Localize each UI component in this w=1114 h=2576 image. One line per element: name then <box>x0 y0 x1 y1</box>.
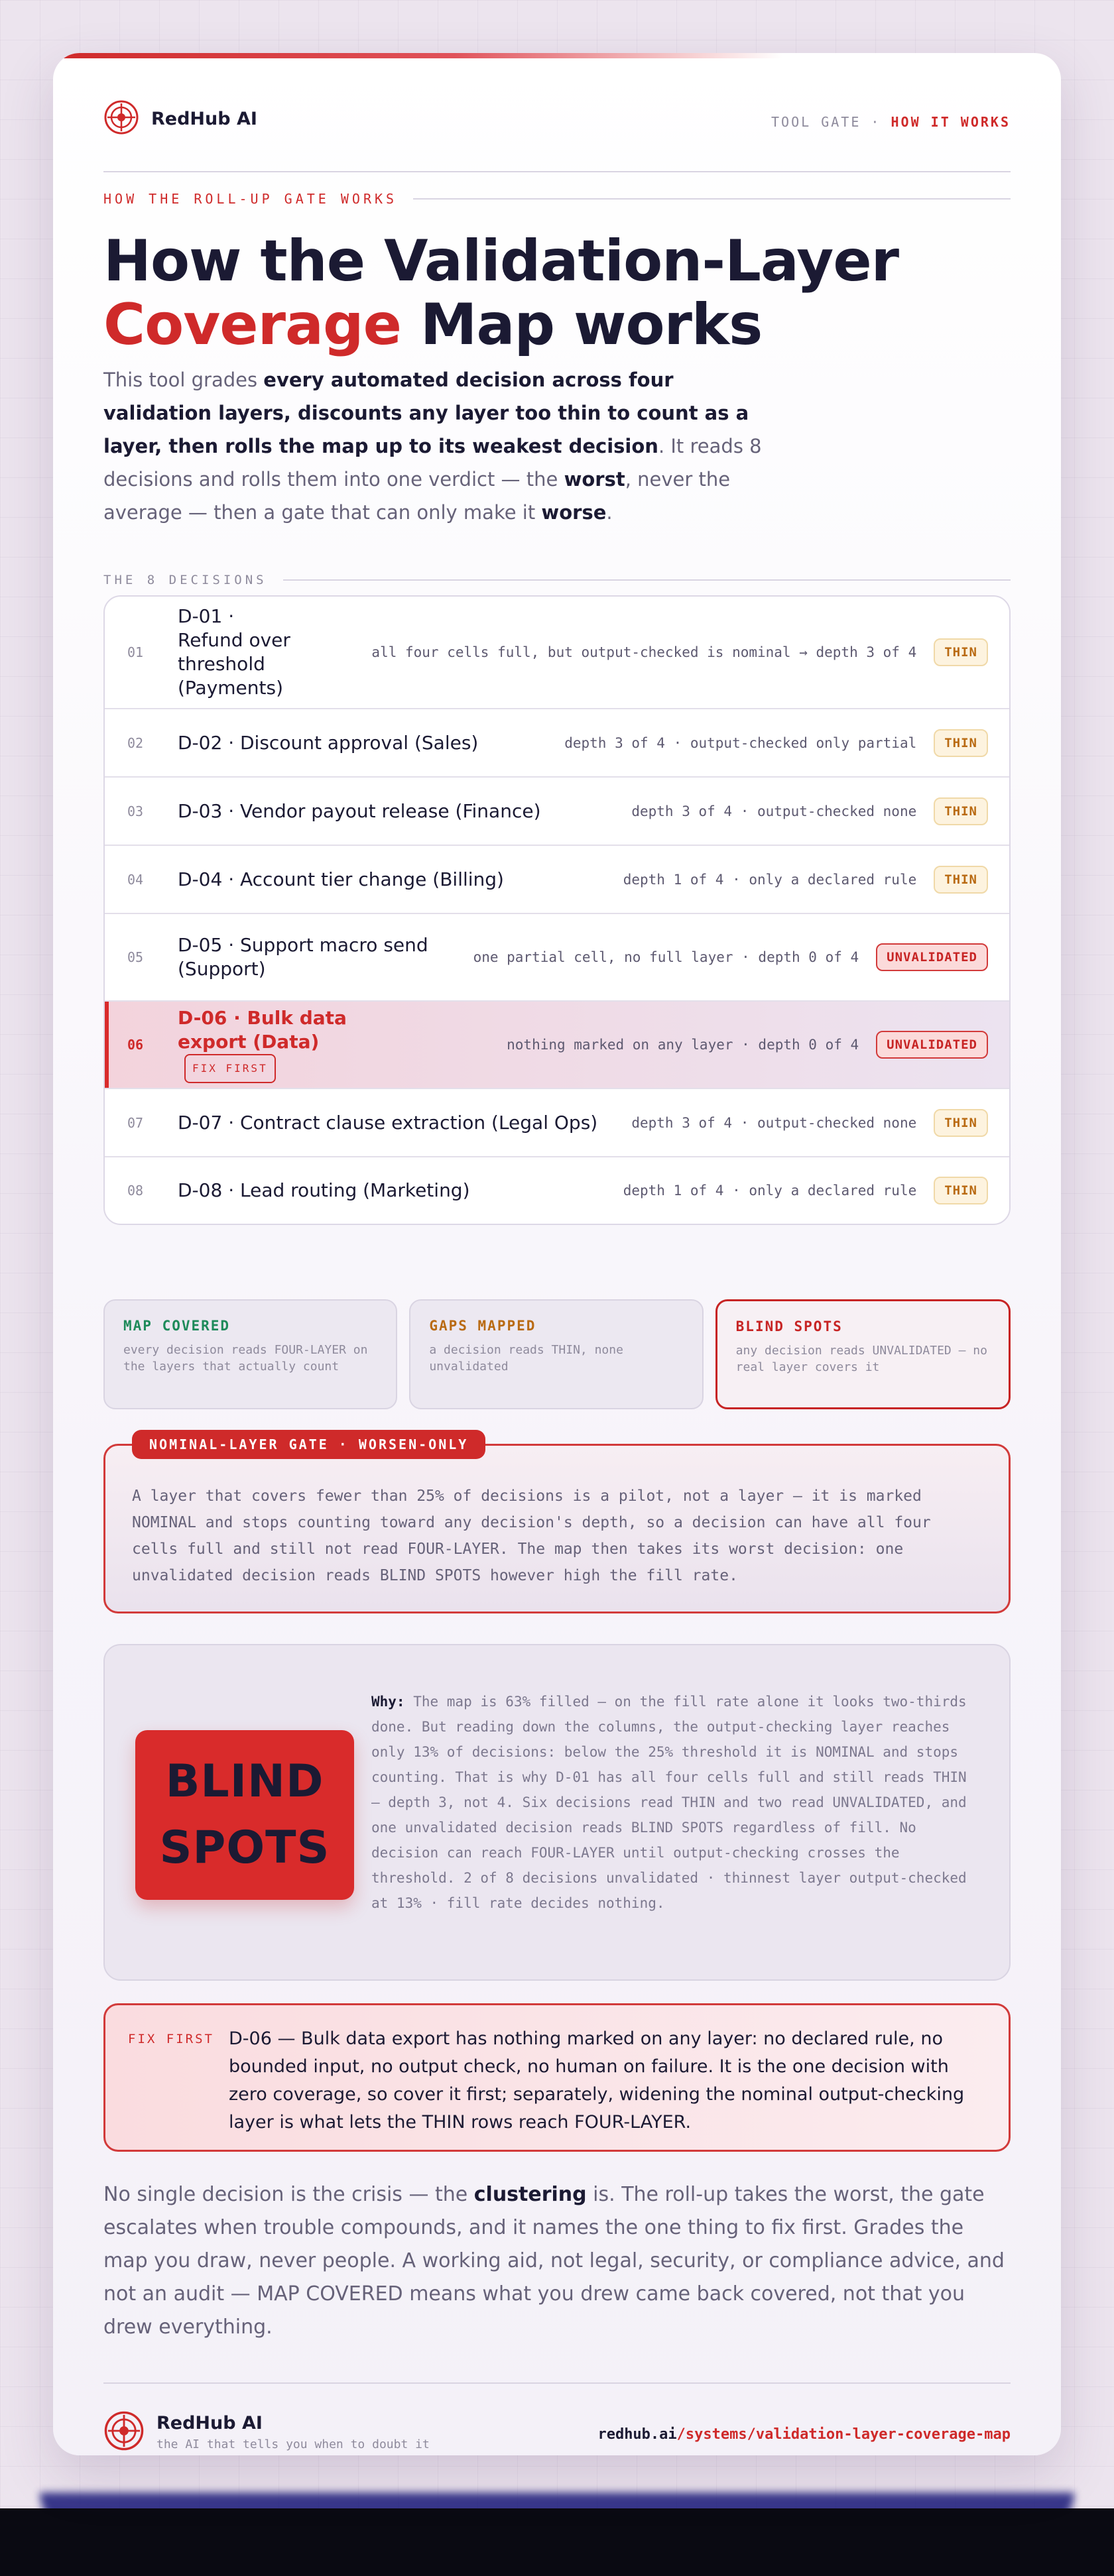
table-row-highlighted[interactable] <box>105 1002 1009 1089</box>
legend-map-covered <box>103 1299 397 1409</box>
brand[interactable] <box>103 99 257 138</box>
decisions-label: THE 8 DECISIONS <box>103 573 267 587</box>
intro-text: . <box>606 501 613 524</box>
verdict-line-1: BLIND <box>165 1755 324 1808</box>
intro-text: , never the average — then a gate that can only make it <box>103 468 731 524</box>
status-badge: THIN <box>934 866 988 894</box>
closing-text: No single decision is the crisis — the <box>103 2183 474 2206</box>
footer <box>103 2382 1011 2449</box>
kicker-row <box>103 189 1011 209</box>
status-badge: UNVALIDATED <box>876 943 988 971</box>
decision-name: D-01 · Refund over threshold (Payments) <box>178 605 290 699</box>
nominal-layer-gate <box>103 1436 1011 1613</box>
legend-blind-spots <box>715 1299 1011 1409</box>
decision-name-text: D-06 · Bulk data export (Data) <box>178 1007 347 1053</box>
decisions-table <box>103 595 1011 1225</box>
decision-number: 05 <box>127 949 144 965</box>
fix-first-tag: FIX FIRST <box>184 1054 276 1083</box>
card-accent-line <box>53 53 782 58</box>
fix-first-label: FIX FIRST <box>128 2032 214 2046</box>
legend-desc: a decision reads THIN, none unvalidated <box>429 1343 623 1374</box>
title-line-2 <box>103 293 1011 357</box>
status-badge: THIN <box>934 797 988 825</box>
decisions-rule <box>283 579 1011 581</box>
nav-tool-gate[interactable]: TOOL GATE <box>771 114 861 130</box>
title-accent: Coverage <box>103 292 401 358</box>
top-nav <box>771 114 1011 130</box>
decision-name: D-08 · Lead routing (Marketing) <box>178 1179 470 1201</box>
page-title <box>103 229 1011 357</box>
decision-number: 06 <box>127 1037 144 1053</box>
decision-number: 07 <box>127 1114 144 1131</box>
verdict-legend <box>103 1299 1011 1409</box>
intro-text: This tool grades <box>103 369 264 391</box>
footer-tagline: the AI that tells you when to doubt it <box>156 2437 430 2451</box>
table-row[interactable] <box>105 846 1009 914</box>
status-badge: THIN <box>934 638 988 666</box>
decision-number: 04 <box>127 871 144 888</box>
decision-number: 03 <box>127 803 144 819</box>
verdict-explanation <box>371 1689 976 1916</box>
section-kicker: HOW THE ROLL-UP GATE WORKS <box>103 191 398 207</box>
table-row[interactable] <box>105 709 1009 778</box>
legend-desc: every decision reads FOUR-LAYER on the layers that actually count <box>123 1343 368 1374</box>
intro-text: . It reads 8 decisions and rolls them into one verdict — the <box>103 435 762 491</box>
decision-name: D-03 · Vendor payout release (Finance) <box>178 799 541 822</box>
decision-name <box>178 1006 403 1083</box>
table-row[interactable] <box>105 1157 1009 1224</box>
brand-name: RedHub AI <box>151 108 257 129</box>
intro-bold: worst <box>564 468 625 491</box>
decision-detail: one partial cell, no full layer · depth 0 of 4 <box>473 949 859 965</box>
why-text: The map is 63% filled — on the fill rate alone it looks two-thirds done. But reading down the columns, the output-checking layer reaches only 13% of decisions: below the 25% threshold it is NOMINAL and stops counting. That is why D-01 has all four cells full and still reads THIN — depth 3, not 4. Six decisions read THIN and two read UNVALIDATED, and one unvalidated decision reads BLIND SPOTS regardless of fill. No decision can reach FOUR-LAYER until output-checking crosses the threshold. 2 of 8 decisions unvalidated · thinnest layer output-checked at 13% · fill rate decides nothing. <box>371 1694 967 1911</box>
legend-title: GAPS MAPPED <box>429 1318 536 1334</box>
decision-name: D-07 · Contract clause extraction (Legal Ops) <box>178 1111 598 1134</box>
intro-bold: worse <box>541 501 607 524</box>
decision-detail: depth 3 of 4 · output-checked none <box>631 1114 917 1131</box>
redhub-logo-icon <box>103 99 139 138</box>
decision-detail: depth 3 of 4 · output-checked only partial <box>564 734 917 751</box>
intro-paragraph <box>103 363 786 529</box>
gate-text: A layer that covers fewer than 25% of decisions is a pilot, not a layer — it is marked NOMINAL and stops counting toward any decision's depth, so a decision can have all four cells full and still not read FOUR-LAYER. The map then takes its worst decision: one unvalidated decision reads BLIND SPOTS however high the fill rate. <box>132 1488 931 1584</box>
verdict-panel <box>103 1644 1011 1981</box>
footer-brand-name: RedHub AI <box>156 2413 263 2433</box>
url-path: /systems/validation-layer-coverage-map <box>676 2426 1011 2443</box>
decision-detail: depth 1 of 4 · only a declared rule <box>623 1183 917 1199</box>
bottom-band <box>0 2508 1114 2576</box>
table-row[interactable] <box>105 914 1009 1002</box>
status-badge: THIN <box>934 1177 988 1204</box>
footer-brand[interactable] <box>103 2410 430 2454</box>
closing-bold: clustering <box>473 2183 587 2206</box>
table-row[interactable] <box>105 1089 1009 1157</box>
verdict-badge <box>135 1730 354 1900</box>
decision-detail: depth 3 of 4 · output-checked none <box>631 803 917 819</box>
fix-first-panel <box>103 2003 1011 2152</box>
title-line-1: How the Validation-Layer <box>103 228 899 294</box>
decision-number: 08 <box>127 1183 144 1199</box>
redhub-logo-icon <box>103 2410 145 2454</box>
status-badge: THIN <box>934 1109 988 1137</box>
decisions-label-row <box>103 570 1011 590</box>
decision-detail: nothing marked on any layer · depth 0 of 4 <box>507 1037 859 1053</box>
decision-name: D-04 · Account tier change (Billing) <box>178 868 504 890</box>
url-domain: redhub.ai <box>597 2426 677 2443</box>
decision-detail: depth 1 of 4 · only a declared rule <box>623 871 917 888</box>
decision-detail: all four cells full, but output-checked is nominal → depth 3 of 4 <box>371 644 917 660</box>
table-row[interactable] <box>105 778 1009 846</box>
content-card <box>53 53 1061 2455</box>
decision-name: D-02 · Discount approval (Sales) <box>178 731 479 754</box>
table-row[interactable] <box>105 597 1009 709</box>
closing-text: is. The roll-up takes the worst, the gate escalates when trouble compounds, and it names the one thing to fix first. Grades the map you draw, never people. A working aid, not legal, security, or compliance advice, and not an audit — MAP COVERED means what you drew came back covered, not that you drew everything. <box>103 2183 1005 2339</box>
title-rest: Map works <box>420 292 763 358</box>
nav-how-it-works[interactable]: HOW IT WORKS <box>891 114 1011 130</box>
header <box>103 99 1011 172</box>
closing-paragraph <box>103 2178 1011 2344</box>
intro-bold: every automated decision across four validation layers, discounts any layer too thin to count as a layer, then rolls the map up to its weakest decision <box>103 369 749 457</box>
legend-title: BLIND SPOTS <box>735 1318 843 1334</box>
legend-desc: any decision reads UNVALIDATED — no real layer covers it <box>735 1344 987 1374</box>
legend-title: MAP COVERED <box>123 1318 231 1334</box>
gate-tag: NOMINAL-LAYER GATE · WORSEN-ONLY <box>132 1430 485 1459</box>
decision-name: D-05 · Support macro send (Support) <box>178 934 428 980</box>
why-label: Why: <box>371 1694 405 1710</box>
kicker-rule <box>413 198 1011 200</box>
fix-first-text: D-06 — Bulk data export has nothing marked on any layer: no declared rule, no bounded input, no output check, no human on failure. It is the one decision with zero coverage, so cover it first; separately, widening the nominal output-checking layer is what lets the THIN rows reach FOUR-LAYER. <box>229 2028 965 2133</box>
status-badge: THIN <box>934 729 988 757</box>
verdict-line-2: SPOTS <box>159 1822 330 1874</box>
decision-number: 02 <box>127 734 144 751</box>
nav-separator: · <box>871 114 881 130</box>
decision-number: 01 <box>127 644 144 660</box>
footer-url-link[interactable] <box>597 2426 1011 2443</box>
legend-gaps-mapped <box>409 1299 703 1409</box>
status-badge: UNVALIDATED <box>876 1031 988 1059</box>
